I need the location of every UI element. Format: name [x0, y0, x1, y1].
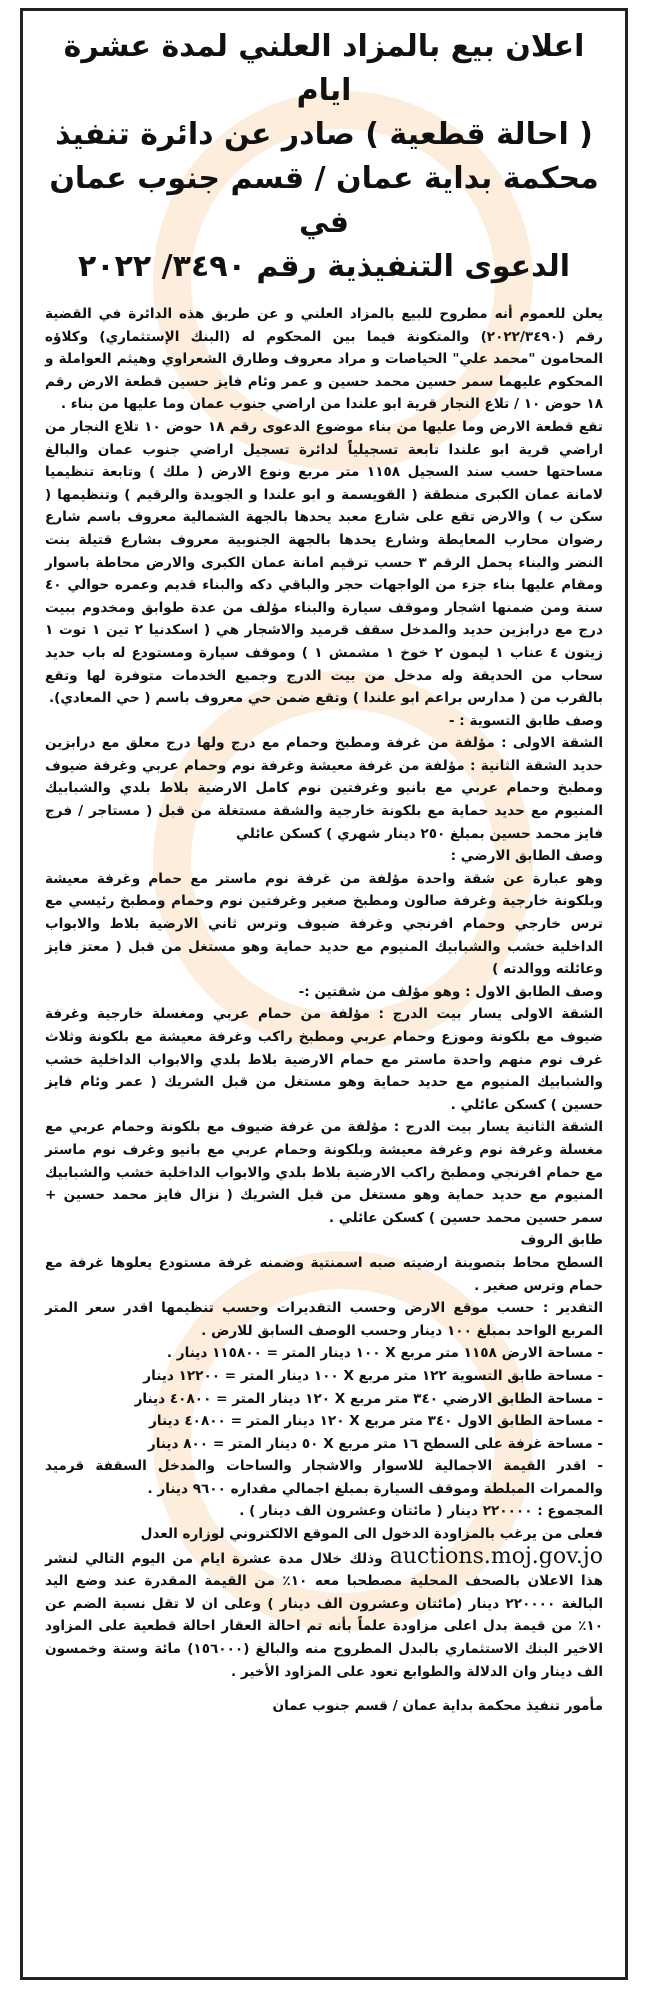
paragraph: السطح محاط بتصوينة ارضيته صبه اسمنتية وضمنه غرفة مستودع يعلوها غرفة مع حمام وترس صغير . [45, 1254, 603, 1294]
paragraph: يعلن للعموم أنه مطروح للبيع بالمزاد العلني و عن طريق هذه الدائرة في القضية رقم (٢٠٢٢/٣٤٩٠) والمتكونة فيما بين المحكوم له (البنك الإستثماري) وكلاؤه المحامون "محمد علي" الحياصات و مراد معروف وطارق الشعراوي وهيثم العواملة و المحكوم عليهما سمر حسين محمد حسين و عمر وئام فايز حسين قطعة الارض رقم ١٨ حوض ١٠ / تلاع النجار قرية ابو علندا من اراضي جنوب عمان وما عليها من بناء . [45, 306, 603, 413]
paragraph: وهو عبارة عن شقة واحدة مؤلفة من غرفة نوم ماستر مع حمام وغرفة معيشة وبلكونة خارجية وغرفة صالون ومطبخ صغير وغرفتين نوم وحمام ومطبخ رئيسي مع ترس خارجي وحمام افرنجي وغرفة ضيوف وترس ثاني الارضية بلاط والابواب الداخلية خشب والشبابيك المنيوم مع حديد حماية وهو مستغل من قبل ( معتز فايز وعائلته ووالدته ) [45, 870, 603, 978]
title-line: الدعوى التنفيذية رقم ٣٤٩٠/ ٢٠٢٢ [77, 249, 571, 284]
section-heading: وصف الطابق الاول : وهو مؤلف من شقتين :- [298, 983, 603, 1000]
title-line: محكمة بداية عمان / قسم جنوب عمان في [49, 161, 599, 240]
paragraph: الشقة الثانية يسار بيت الدرج : مؤلفة من غرفة ضيوف مع بلكونة وحمام عربي مع مغسلة وغرفة نوم وغرفة معيشة وبلكونة وحمام عربي مع بانيو وغرف نوم ماستر مع حمام افرنجي ومطبخ راكب الارضية بلاط بلدي والابواب الداخلية خشب والشبابيك المنيوم مع حديد حماية وهو مستغل من قبل الشريك ( نزال فايز محمد حسين + سمر حسين محمد حسين ) كسكن عائلي . [45, 1119, 603, 1226]
notice-title [45, 25, 603, 289]
valuation-line: - مساحة الطابق الاول ٣٤٠ متر مربع X ١٢٠ دينار المتر = ٤٠٨٠٠ دينار [149, 1413, 603, 1430]
paragraph: التقدير : حسب موقع الارض وحسب التقديرات وحسب تنظيمها اقدر سعر المتر المربع الواحد بمبلغ ١٠٠ دينار وحسب الوصف السابق للارض . [45, 1300, 603, 1339]
total-line: المجموع : ٢٢٠٠٠٠ دينار ( مائتان وعشرون الف دينار ) . [239, 1503, 603, 1520]
notice-frame [20, 8, 628, 1980]
section-heading: وصف الطابق الارضي : [450, 848, 603, 865]
paragraph: تقع قطعة الارض وما عليها من بناء موضوع الدعوى رقم ١٨ حوض ١٠ تلاع النجار من اراضي قرية ابو علندا تابعة تسجيلياً لدائرة تسجيل اراضي جنوب عمان والبالغ مساحتها حسب سند السجيل ١١٥٨ متر مربع ونوع الارض ( ملك ) وتابعة تنظيميا لامانة عمان الكبرى منطقة ( القويسمة و ابو علندا و الجويدة والرقيم ) وتنظيمها ( سكن ب ) والارض تقع على شارع معبد يحدها بالجهة الشمالية معروف باسم شارع رضوان محارب المعايطة وشارع يحدها بالجهة الجنوبية معروف بشارع قتيلة بنت النضر والبناء يحمل الرقم ٣ حسب ترقيم امانة عمان الكبرى والارض محاطة باسوار ومقام عليها بناء جزء من الواجهات حجر والباقي دكه والبناء قديم وعمره حوالي ٤٠ سنة ومن ضمنها اشجار وموقف سيارة والبناء مؤلف من عدة طوابق ومخدوم ببيت درج مع درابزين حديد والمدخل سقف قرميد والاشجار هي ( اسكدنيا ٢ تين ١ توت ١ زيتون ٤ عناب ١ ليمون ٢ خوخ ١ مشمش ١ ) وموقف سيارة ومستودع له باب حديد سحاب من الحديقة وله مدخل من بيت الدرج وجميع الخدمات متوفرة لها وتقع بالقرب من ( مدارس براعم ابو علندا ) وتقع ضمن حي معروف باسم ( حي المعادي). [45, 418, 603, 707]
valuation-line: - مساحة الارض ١١٥٨ متر مربع X ١٠٠ دينار المتر = ١١٥٨٠٠ دينار . [166, 1345, 603, 1362]
notice-body [45, 303, 603, 1718]
section-heading: طابق الروف [520, 1232, 603, 1249]
title-line: ( احالة قطعية ) صادر عن دائرة تنفيذ [55, 117, 593, 152]
paragraph [45, 1543, 603, 1684]
valuation-line: - مساحة الطابق الارضي ٣٤٠ متر مربع X ١٢٠ دينار المتر = ٤٠٨٠٠ دينار [134, 1390, 603, 1407]
paragraph: الشقة الاولى يسار بيت الدرج : مؤلفة من حمام عربي ومغسلة خارجية وغرفة ضيوف مع بلكونة وموزع وحمام عربي ومطبخ راكب وغرفة معيشة مع بلكونة وثلاث غرف نوم منهم واحدة ماستر مع حمام الارضية بلاط بلدي والابواب الداخلية خشب والشبابيك المنيوم مع حديد حماية وهو مستغل من قبل الشريك ( عمر وئام فايز حسين ) كسكن عائلي . [45, 1006, 603, 1113]
valuation-line: - اقدر القيمة الاجمالية للاسوار والاشجار والساحات والمدخل السقفة قرميد والممرات المبلطة وموقف السيارة بمبلغ اجمالي مقداره ٩٦٠٠ دينار . [45, 1458, 603, 1497]
notice-content [23, 11, 625, 1718]
valuation-line: - مساحة غرفة على السطح ١٦ متر مربع X ٥٠ دينار المتر = ٨٠٠ دينار [147, 1435, 603, 1452]
paragraph-text: وذلك خلال مدة عشرة ايام من اليوم التالي لنشر هذا الاعلان بالصحف المحلية مصطحبا معه ١٠٪ من القيمة المقدرة عند وضع اليد البالغة ٢٢٠٠٠٠ دينار (مائتان وعشرون الف دينار ) وعلى ان لا تقل نسبة الضم عن ١٠٪ من قيمة بدل اعلى مزاودة علماً بأنه تم احالة العقار احالة قطعية على المزاود الاخير البنك الاستثماري بالبدل المطروح منه والبالغ (١٥٦٠٠٠) مائة وستة وخمسون الف دينار وان الدلالة والطوابع تعود على المزاود الأخير . [45, 1550, 603, 1680]
signature: مأمور تنفيذ محكمة بداية عمان / قسم جنوب عمان [272, 1698, 603, 1715]
section-heading: وصف طابق التسوية : - [448, 712, 603, 729]
paragraph: فعلى من يرغب بالمزاودة الدخول الى الموقع الالكتروني لوزاره العدل [140, 1526, 603, 1543]
paragraph: الشقة الاولى : مؤلفة من غرفة ومطبخ وحمام مع درج ولها درج معلق مع درابزين حديد الشقة الثانية : مؤلفة من غرفة معيشة وغرفة نوم وحمام عربي وغرفة ضيوف ومطبخ وحمام عربي مع بانيو وغرفتين نوم كامل الارضية بلاط بلدي والشبابيك المنيوم مع حديد حماية مع بلكونة خارجية والشقة مستغلة من قبل ( مستاجر / فرج فايز محمد حسين بمبلغ ٢٥٠ دينار شهري ) كسكن عائلي [45, 735, 603, 842]
auction-url-link[interactable]: auctions.moj.gov.jo [389, 1543, 603, 1569]
valuation-line: - مساحة طابق التسوية ١٢٢ متر مربع X ١٠٠ دينار المتر = ١٢٢٠٠ دينار [143, 1367, 603, 1384]
title-line: اعلان بيع بالمزاد العلني لمدة عشرة ايام [63, 29, 585, 108]
